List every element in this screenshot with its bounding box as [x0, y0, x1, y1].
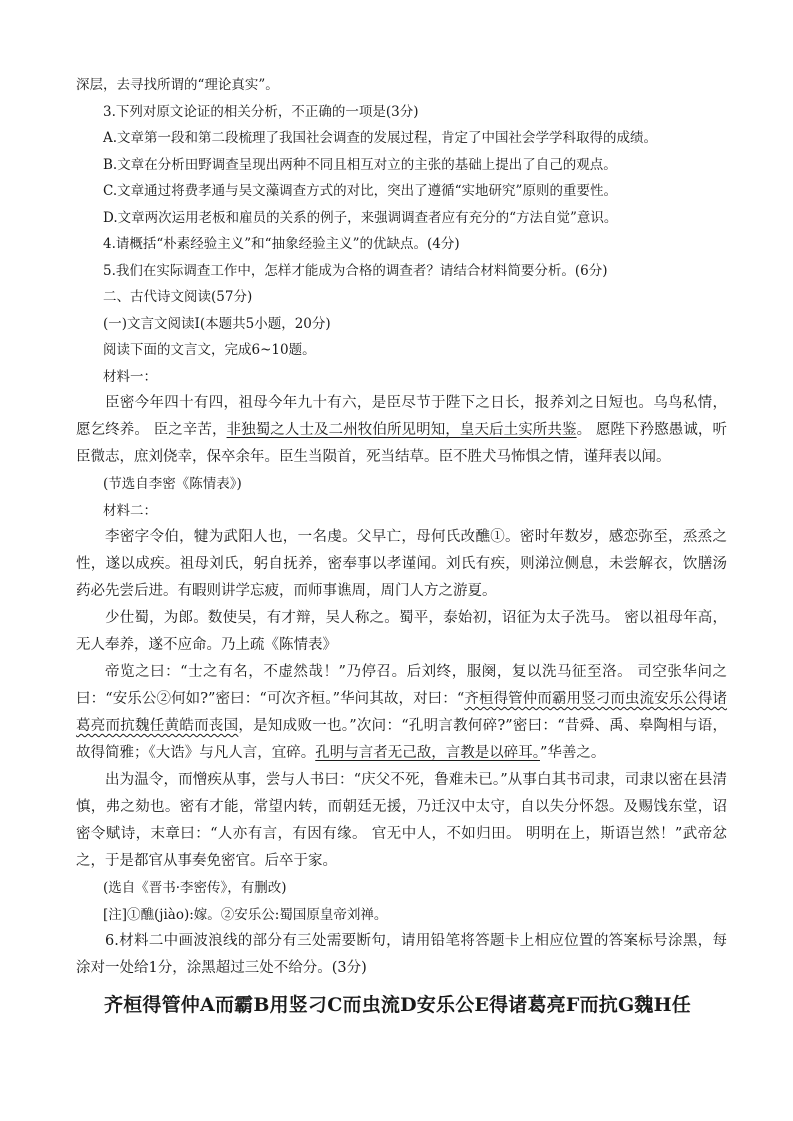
question-6: 6.材料二中画波浪线的部分有三处需要断句，请用铅笔将答题卡上相应位置的答案标号涂黑，每涂对一处给1分，涂黑超过三处不给分。(3分)	[76, 933, 727, 976]
material-1-paragraph	[76, 390, 727, 471]
question-3: 3.下列对原文论证的相关分析，不正确的一项是(3分)	[103, 103, 419, 120]
section-heading: 二、古代诗文阅读(57分)	[103, 289, 253, 305]
option-b: B.文章在分析田野调查呈现出两种不同且相互对立的主张的基础上提出了自己的观点。	[103, 156, 617, 173]
material-2-paragraph-3	[76, 659, 727, 767]
underlined-sentence: 孔明与言者无己敌，言教是以碎耳。	[315, 745, 540, 761]
option-d: D.文章两次运用老板和雇员的关系的例子，来强调调查者应有充分的“方法自觉”意识。	[103, 209, 618, 226]
text-line: 深层，去寻找所谓的“理论真实”。	[76, 77, 279, 93]
option-c: C.文章通过将费孝通与吴文藻调查方式的对比，突出了遵循“实地研究”原则的重要性。	[103, 183, 617, 199]
material-2-paragraph-2: 少仕蜀，为郎。数使吴，有才辩，吴人称之。蜀平，泰始初，诏征为太子洗马。 密以祖母年高，无人奉养，遂不应命。乃上疏《陈情表》	[76, 610, 727, 653]
question-4: 4.请概括“朴素经验主义”和“抽象经验主义”的优缺点。(4分)	[103, 236, 460, 252]
footnote: [注]①醮(jiào):嫁。②安乐公:蜀国原皇帝刘禅。	[103, 906, 388, 923]
material-2-label: 材料二：	[103, 502, 157, 519]
underlined-sentence: 非独蜀之人士及二州牧伯所见明知，皇天后土实所共鉴	[226, 422, 577, 438]
material-2-paragraph-4: 出为温令，而憎疾从事，尝与人书曰：“庆父不死，鲁难未已。”从事白其书司隶，司隶以密在县清慎，弗之劾也。密有才能，常望内转，而朝廷无援，乃迁汉中太守，自以失分怀怨。及赐饯东堂，诏密令赋诗，末章曰：“人亦有言，有因有缘。 官无中人，不如归田。 明明在上，斯语岂然！”武帝忿之，于是都官从事奏免密官。后卒于家。	[76, 772, 727, 869]
text-span: ”华善之。	[540, 745, 606, 761]
text-span: 。 愿陛下矜愍愚诚，听臣微志，庶刘侥幸，保卒余年。臣生当陨首，死当结草。臣不胜犬马怖惧之情，谨拜表以闻。	[76, 422, 728, 465]
option-a: A.文章第一段和第二段梳理了我国社会调查的发展过程，肯定了中国社会学学科取得的成绩。	[103, 130, 658, 146]
material-2-paragraph-1: 李密字令伯，犍为武阳人也，一名虔。父早亡，母何氏改醮①。密时年数岁，感恋弥至，烝烝之性，遂以成疾。祖母刘氏，躬自抚养，密奉事以孝谨闻。刘氏有疾，则涕泣侧息，未尝解衣，饮膳汤药必先尝后进。有暇则讲学忘疲，而师事谯周，周门人方之游夏。	[76, 529, 727, 599]
text-span: 帝览之曰：“士之有名，不虚然哉！”乃停召。后刘终，服阕，复以洗马征至洛。 司空张华问之曰：“安乐公②何如?”密曰：“可次齐桓。”华问其故，对曰：“	[76, 664, 727, 707]
material-2-source: (选自《晋书·李密传》，有删改)	[103, 880, 287, 896]
question-5: 5.我们在实际调查工作中，怎样才能成为合格的调查者？请结合材料简要分析。(6分)	[103, 262, 608, 279]
material-1-label: 材料一：	[103, 368, 157, 385]
instruction-text: 阅读下面的文言文，完成6~10题。	[103, 342, 316, 358]
material-1-source: (节选自李密《陈情表》)	[103, 476, 242, 492]
text-span: 臣密今年四十有四，祖母今年九十有六，是臣尽节于陛下之日长，报养刘之日短也。乌鸟私情，愿乞终养。 臣之辛苦，	[76, 395, 727, 438]
wavy-underlined-sentence: 齐桓得管仲而霸用竖刁而虫流安乐公得诸葛亮而抗魏任黄皓而丧国	[76, 691, 728, 734]
text-span: ，是知成败一也。”次问：“孔明言教何碎?”密曰：“昔舜、禹、皋陶相与语，故得简雅；《大诰》与凡人言，宜碎。	[76, 718, 727, 761]
question-6-options: 齐桓得管仲A而霸B用竖刁C而虫流D安乐公E得诸葛亮F而抗G魏H任	[104, 994, 691, 1016]
subsection-heading: (一)文言文阅读Ⅰ(本题共5小题，20分)	[103, 315, 331, 332]
